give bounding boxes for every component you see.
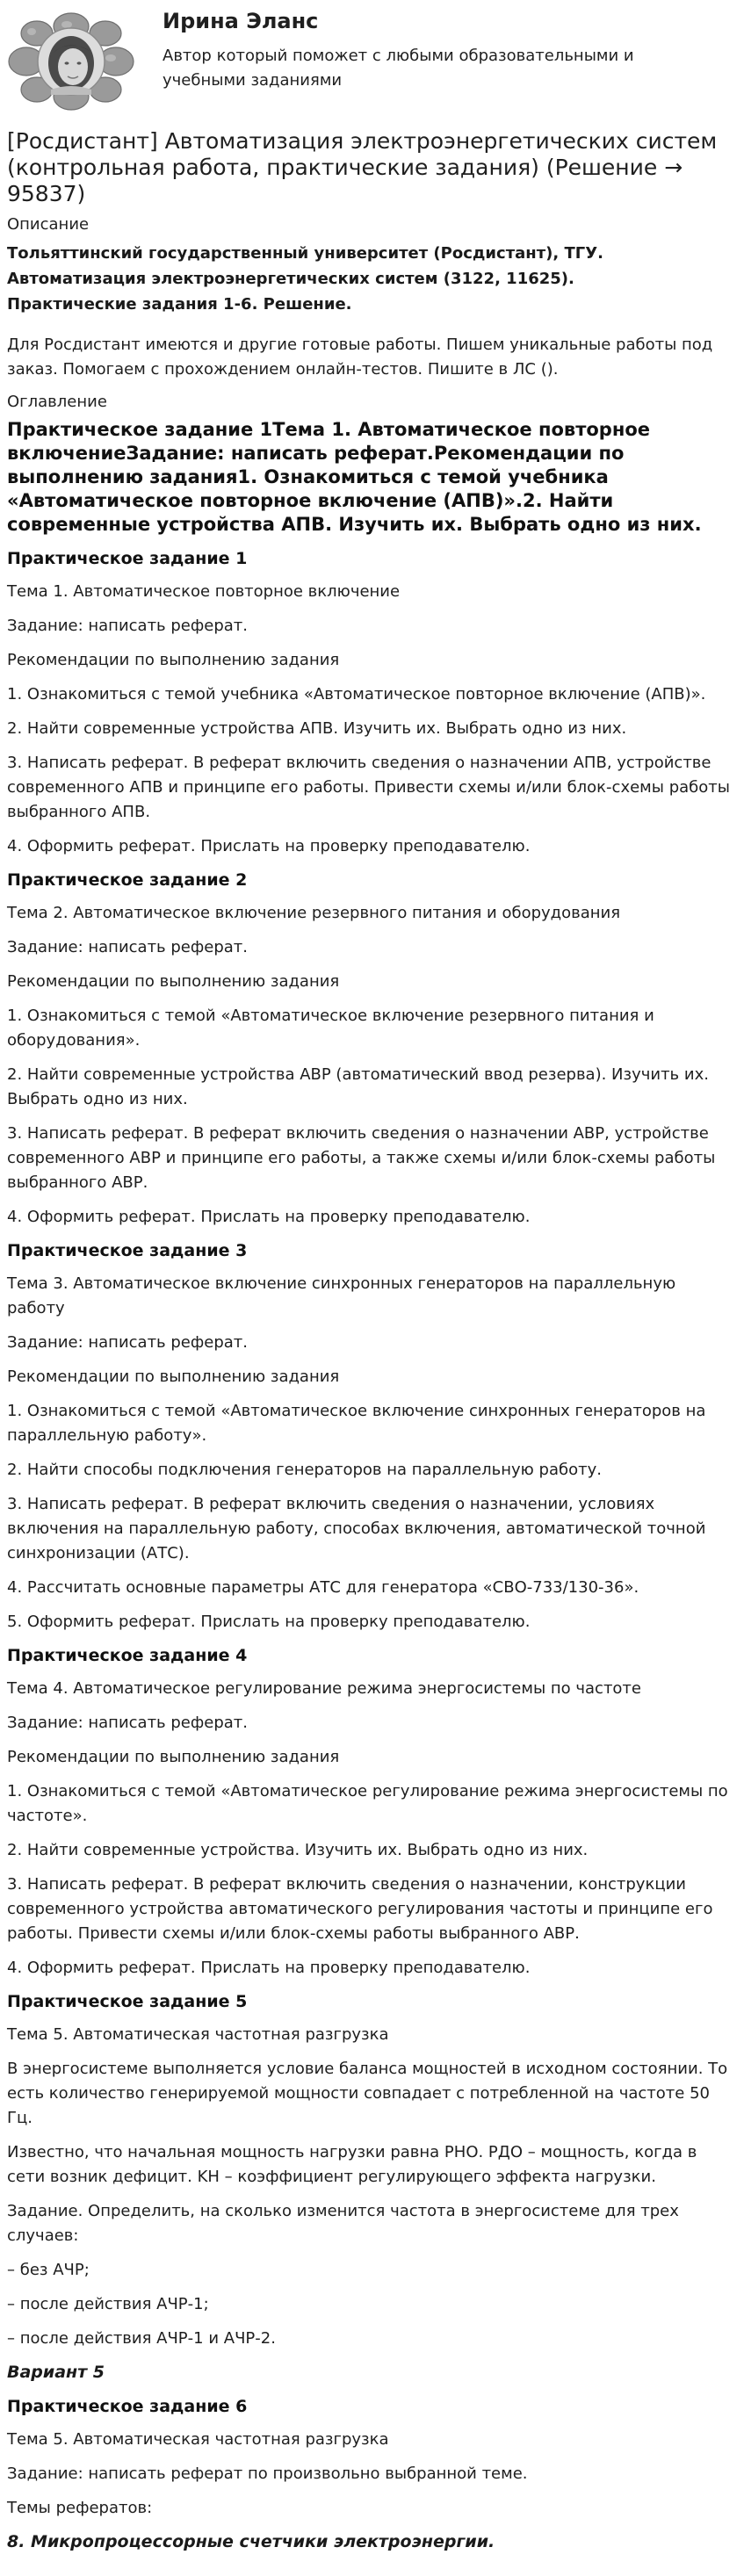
essay-topic-item: 8. Микропроцессорные счетчики электроэнергии.: [7, 2532, 495, 2551]
author-name[interactable]: Ирина Эланс: [163, 9, 319, 33]
document-intro: [7, 241, 736, 317]
paragraph: В энергосистеме выполняется условие баланса мощностей в исходном состоянии. То есть количество генерируемой мощности совпадает с потребленной на частоте 50 Гц.: [7, 2060, 728, 2127]
document-content: [7, 128, 736, 2565]
task-6-title: Практическое задание 6: [7, 2397, 248, 2416]
paragraph: Тема 4. Автоматическое регулирование режима энергосистемы по частоте: [7, 1679, 641, 1698]
paragraph: 3. Написать реферат. В реферат включить сведения о назначении, конструкции современного устройства автоматического регулирования частоты и принципе его работы. Привести схемы и/или блок-схемы работы выбранного АВР.: [7, 1875, 713, 1943]
paragraph: Задание: написать реферат по произвольно выбранной теме.: [7, 2464, 528, 2483]
paragraph: Рекомендации по выполнению задания: [7, 972, 340, 991]
intro-line: Тольяттинский государственный университет (Росдистант), ТГУ.: [7, 244, 603, 263]
description-label: Описание: [7, 215, 90, 234]
paragraph: Рекомендации по выполнению задания: [7, 651, 340, 669]
paragraph: Рекомендации по выполнению задания: [7, 1748, 340, 1766]
paragraph: Задание: написать реферат.: [7, 1714, 249, 1732]
paragraph: 1. Ознакомиться с темой «Автоматическое включение синхронных генераторов на параллельную работу».: [7, 1402, 706, 1445]
intro-line: Практические задания 1-6. Решение.: [7, 295, 352, 314]
task-4-title: Практическое задание 4: [7, 1646, 248, 1665]
paragraph: Тема 5. Автоматическая частотная разгрузка: [7, 2430, 389, 2449]
paragraph: – после действия АЧР-1;: [7, 2295, 209, 2313]
paragraph: Тема 2. Автоматическое включение резервного питания и оборудования: [7, 904, 621, 922]
paragraph: 4. Оформить реферат. Прислать на проверку преподавателю.: [7, 1959, 531, 1977]
author-description: Автор который поможет с любыми образовательными и учебными заданиями: [163, 47, 634, 90]
intro-line: Автоматизация электроэнергетических систем (3122, 11625).: [7, 270, 574, 288]
paragraph: – после действия АЧР-1 и АЧР-2.: [7, 2329, 276, 2348]
paragraph: 2. Найти современные устройства АВР (автоматический ввод резерва). Изучить их. Выбрать одно из них.: [7, 1065, 709, 1108]
variant-label: Вариант 5: [7, 2363, 105, 2382]
paragraph: Тема 3. Автоматическое включение синхронных генераторов на параллельную работу: [7, 1274, 676, 1317]
author-avatar[interactable]: [5, 12, 137, 111]
task-3-title: Практическое задание 3: [7, 1241, 248, 1260]
paragraph: 1. Ознакомиться с темой «Автоматическое включение резервного питания и оборудования».: [7, 1007, 654, 1050]
paragraph: Рекомендации по выполнению задания: [7, 1367, 340, 1386]
paragraph: Тема 5. Автоматическая частотная разгрузка: [7, 2025, 389, 2044]
paragraph: Известно, что начальная мощность нагрузки равна PНО. PДО – мощность, когда в сети возник дефицит. KН – коэффициент регулирующего эффекта нагрузки.: [7, 2143, 697, 2186]
paragraph: Задание: написать реферат.: [7, 1333, 249, 1352]
paragraph: 3. Написать реферат. В реферат включить сведения о назначении АВР, устройстве современного АВР и принципе его работы, а также схемы и/или блок-схемы работы выбранного АВР.: [7, 1124, 716, 1192]
paragraph: Темы рефератов:: [7, 2499, 153, 2517]
paragraph: 3. Написать реферат. В реферат включить сведения о назначении АПВ, устройстве современного АПВ и принципе его работы. Привести схемы и/или блок-схемы работы выбранного АПВ.: [7, 754, 730, 821]
paragraph: 2. Найти современные устройства. Изучить их. Выбрать одно из них.: [7, 1841, 589, 1859]
task-2-title: Практическое задание 2: [7, 870, 248, 890]
paragraph: Задание: написать реферат.: [7, 617, 249, 635]
toc-label: Оглавление: [7, 393, 107, 411]
task-1-title: Практическое задание 1: [7, 549, 248, 568]
paragraph: 5. Оформить реферат. Прислать на проверку преподавателю.: [7, 1613, 531, 1631]
paragraph: 4. Оформить реферат. Прислать на проверку преподавателю.: [7, 837, 531, 855]
paragraph: 2. Найти современные устройства АПВ. Изучить их. Выбрать одно из них.: [7, 719, 627, 738]
paragraph: – без АЧР;: [7, 2261, 90, 2279]
document-title: [Росдистант] Автоматизация электроэнергетических систем (контрольная работа, практические задания) (Решение → 95837): [7, 128, 718, 206]
paragraph: 1. Ознакомиться с темой учебника «Автоматическое повторное включение (АПВ)».: [7, 685, 706, 704]
task-5-title: Практическое задание 5: [7, 1992, 248, 2011]
order-note: Для Росдистант имеются и другие готовые работы. Пишем уникальные работы под заказ. Помогаем с прохождением онлайн-тестов. Пишите в ЛС ().: [7, 336, 713, 379]
paragraph: Задание: написать реферат.: [7, 938, 249, 956]
paragraph: 4. Оформить реферат. Прислать на проверку преподавателю.: [7, 1208, 531, 1226]
paragraph: 4. Рассчитать основные параметры АТС для генератора «СВО-733/130-36».: [7, 1578, 639, 1597]
paragraph: 1. Ознакомиться с темой «Автоматическое регулирование режима энергосистемы по частоте».: [7, 1782, 728, 1825]
paragraph: Тема 1. Автоматическое повторное включение: [7, 582, 401, 601]
paragraph: Задание. Определить, на сколько изменится частота в энергосистеме для трех случаев:: [7, 2202, 679, 2245]
author-header: [0, 0, 744, 123]
toc-text: Практическое задание 1Тема 1. Автоматическое повторное включениеЗадание: написать реферат.Рекомендации по выполнению задания1. Ознакомиться с темой учебника «Автоматическое повторное включение (АПВ)».2. Найти современные устройства АПВ. Изучить их. Выбрать одно из них.: [7, 419, 702, 535]
paragraph: 3. Написать реферат. В реферат включить сведения о назначении, условиях включения на параллельную работу, способах включения, автоматической точной синхронизации (АТС).: [7, 1495, 706, 1562]
flower-avatar-icon: [5, 12, 137, 111]
paragraph: 2. Найти способы подключения генераторов на параллельную работу.: [7, 1461, 602, 1479]
